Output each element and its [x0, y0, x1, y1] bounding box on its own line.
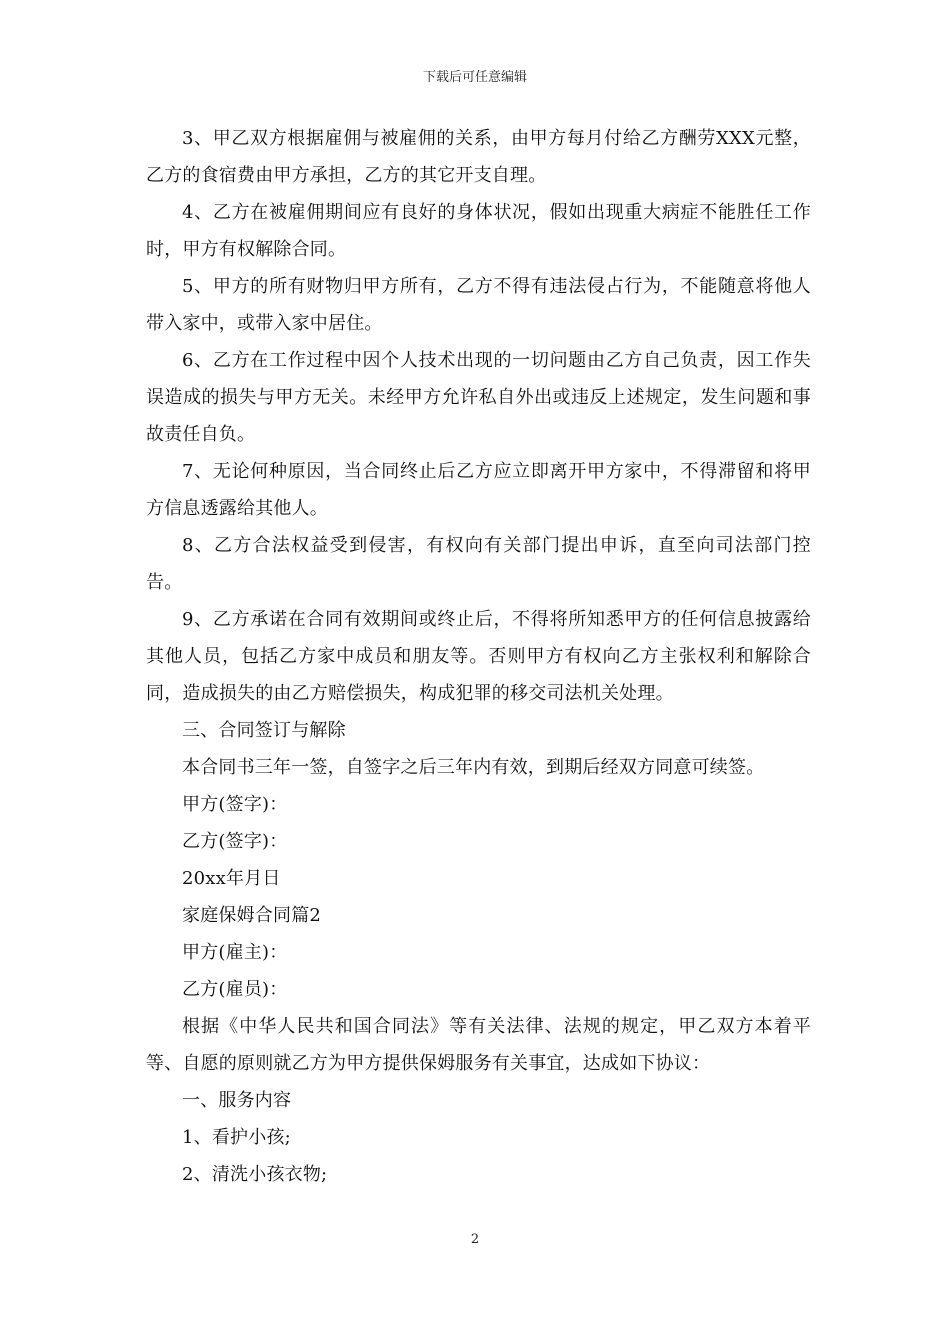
clause-4: 4、乙方在被雇佣期间应有良好的身体状况，假如出现重大病症不能胜任工作时，甲方有权解除合同。 [146, 202, 811, 260]
clause-3: 3、甲乙双方根据雇佣与被雇佣的关系，由甲方每月付给乙方酬劳XXX元整，乙方的食宿费由甲方承担，乙方的其它开支自理。 [146, 128, 811, 186]
date-line: 20xx年月日 [182, 868, 281, 889]
section-heading-services: 一、服务内容 [182, 1090, 292, 1111]
clause-6: 6、乙方在工作过程中因个人技术出现的一切问题由乙方自己负责，因工作失误造成的损失与甲方无关。未经甲方允许私自外出或违反上述规定，发生问题和事故责任自负。 [146, 350, 811, 445]
document-body [146, 120, 811, 1193]
party-b-signature: 乙方(签字)： [182, 831, 288, 852]
preamble: 根据《中华人民共和国合同法》等有关法律、法规的规定，甲乙双方本着平等、自愿的原则就乙方为甲方提供保姆服务有关事宜，达成如下协议： [146, 1016, 811, 1074]
clause-9: 9、乙方承诺在合同有效期间或终止后，不得将所知悉甲方的任何信息披露给其他人员，包括乙方家中成员和朋友等。否则甲方有权向乙方主张权利和解除合同，造成损失的由乙方赔偿损失，构成犯罪的移交司法机关处理。 [146, 609, 811, 704]
clause-7: 7、无论何种原因，当合同终止后乙方应立即离开甲方家中，不得滞留和将甲方信息透露给其他人。 [146, 461, 811, 519]
service-item-2: 2、清洗小孩衣物; [182, 1164, 328, 1185]
party-a-employer: 甲方(雇主)： [182, 942, 288, 963]
clause-5: 5、甲方的所有财物归甲方所有，乙方不得有违法侵占行为，不能随意将他人带入家中，或带入家中居住。 [146, 276, 811, 334]
page-number: 2 [470, 1232, 480, 1247]
party-b-employee: 乙方(雇员)： [182, 979, 288, 1000]
party-a-signature: 甲方(签字)： [182, 794, 288, 815]
contract-term: 本合同书三年一签，自签字之后三年内有效，到期后经双方同意可续签。 [182, 757, 765, 778]
clause-8: 8、乙方合法权益受到侵害，有权向有关部门提出申诉，直至向司法部门控告。 [146, 535, 811, 593]
contract-title-2: 家庭保姆合同篇2 [182, 905, 322, 926]
section-heading-signing: 三、合同签订与解除 [182, 720, 346, 741]
page-header: 下载后可任意编辑 [422, 70, 527, 85]
service-item-1: 1、看护小孩; [182, 1127, 291, 1148]
